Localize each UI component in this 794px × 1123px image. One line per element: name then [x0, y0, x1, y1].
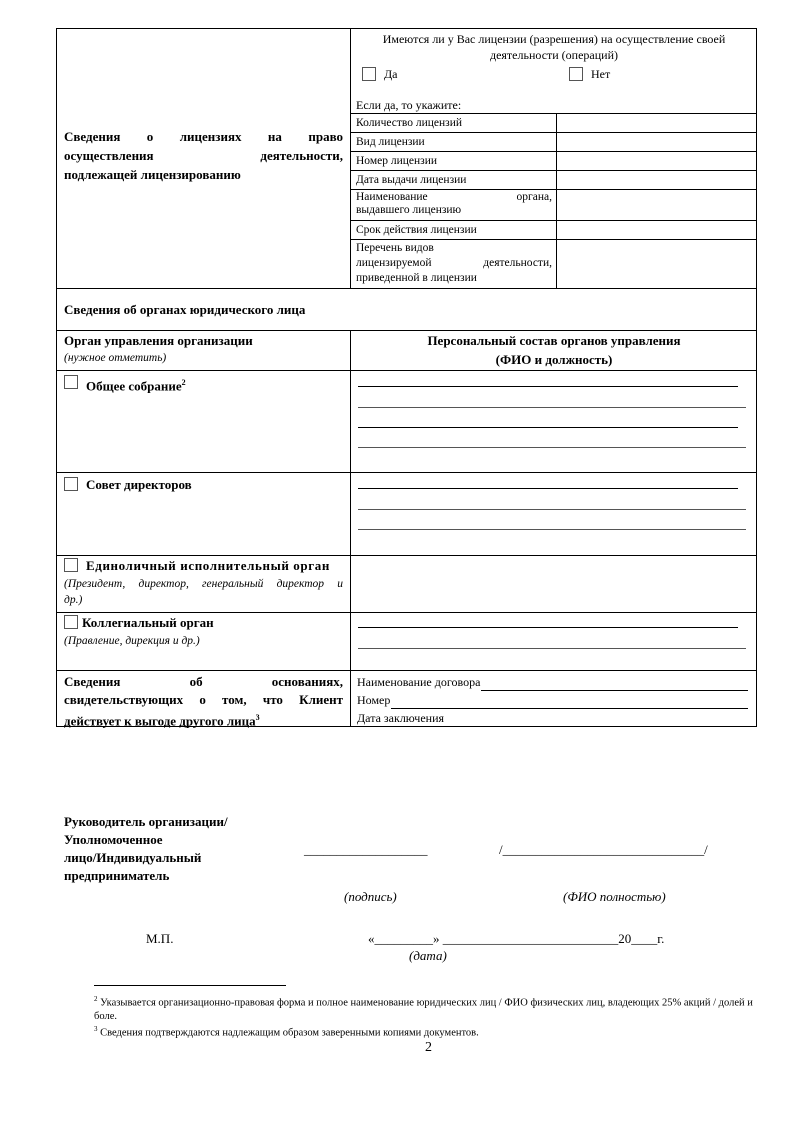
- beneficiary-label-line-3-wrap: [64, 709, 343, 730]
- page-number: 2: [425, 1040, 432, 1055]
- license-no-label: Нет: [591, 67, 611, 81]
- license-field-activities-line-1: Перечень видов: [356, 242, 434, 254]
- sole-exec-note-line-1: (Президент, директор, генеральный директор и: [64, 578, 343, 590]
- general-meeting-line-1[interactable]: [358, 386, 738, 387]
- date-line[interactable]: «_________» ___________________________20____г.: [368, 931, 665, 946]
- collegial-line-1[interactable]: [358, 627, 738, 628]
- beneficiary-label-line-2: свидетельствующих о том, что Клиент: [64, 692, 343, 707]
- sole-exec-label: Единоличный исполнительный орган: [86, 558, 330, 573]
- license-field-activities-label: [356, 241, 552, 286]
- license-field-activities-line-2: лицензируемой деятельности,: [356, 257, 552, 269]
- signature-role-line-2: Уполномоченное: [64, 832, 163, 847]
- organs-col1-title: Орган управления организации: [64, 333, 253, 348]
- general-meeting-footnote-ref: 2: [181, 378, 186, 387]
- collegial-label: Коллегиальный орган: [82, 615, 214, 630]
- board-line-3[interactable]: [358, 529, 746, 530]
- license-label-line-3: подлежащей лицензированию: [64, 167, 241, 182]
- footnote-2: [94, 993, 754, 1023]
- footnote-3-text: Сведения подтверждаются надлежащим образом заверенными копиями документов.: [100, 1027, 479, 1038]
- license-field-validity-label: Срок действия лицензии: [356, 224, 477, 236]
- license-yes-checkbox[interactable]: [362, 67, 376, 81]
- contract-name-input[interactable]: [481, 678, 748, 691]
- fio-blank[interactable]: /_______________________________/: [499, 842, 708, 857]
- general-meeting-text: Общее собрание: [86, 378, 182, 394]
- general-meeting-line-4[interactable]: [358, 447, 746, 448]
- contract-date-row: [357, 709, 748, 727]
- signature-caption: (подпись): [344, 889, 397, 904]
- organs-col2-title-line-2: (ФИО и должность): [495, 352, 613, 367]
- license-number-value[interactable]: [557, 152, 756, 170]
- general-meeting-line-3[interactable]: [358, 427, 738, 428]
- license-question: [352, 31, 756, 63]
- license-count-value[interactable]: [557, 114, 756, 132]
- signature-blank[interactable]: ___________________: [304, 842, 428, 857]
- signature-role-line-3: лицо/Индивидуальный: [64, 850, 202, 865]
- footnotes: [94, 993, 754, 1039]
- license-question-line-1: Имеются ли у Вас лицензии (разрешения) на осуществление своей: [382, 32, 726, 46]
- license-activities-value[interactable]: [557, 240, 756, 288]
- sole-exec-checkbox[interactable]: [64, 558, 78, 572]
- beneficiary-label: [64, 673, 343, 730]
- beneficiary-fields: [357, 673, 748, 727]
- license-field-count-label: Количество лицензий: [356, 117, 463, 129]
- beneficiary-footnote-ref: 3: [255, 713, 260, 722]
- organs-section-title: Сведения об органах юридического лица: [64, 302, 306, 317]
- contract-number-row: [357, 691, 748, 709]
- contract-name-label: Наименование договора: [357, 675, 481, 689]
- board-checkbox[interactable]: [64, 477, 78, 491]
- license-issuer-value[interactable]: [557, 190, 756, 220]
- license-field-activities-line-3: приведенной в лицензии: [356, 272, 477, 284]
- signature-role: [64, 813, 228, 885]
- license-field-issuer-line-1: Наименование органа,: [356, 191, 552, 203]
- date-caption: (дата): [409, 948, 447, 963]
- license-label: [64, 127, 343, 165]
- stamp-label: М.П.: [146, 931, 174, 946]
- contract-date-input[interactable]: [445, 714, 748, 727]
- contract-date-label: Дата заключения: [357, 711, 445, 725]
- sole-exec-note: [64, 576, 343, 608]
- organs-col2-title-line-1: Персональный состав органов управления: [427, 333, 681, 348]
- footnote-2-mark: 2: [94, 995, 98, 1003]
- signature-role-line-1: Руководитель организации/: [64, 814, 228, 829]
- beneficiary-label-line-3: действует к выгоде другого лица: [64, 713, 256, 729]
- footnote-3: [94, 1023, 754, 1040]
- license-field-number-label: Номер лицензии: [356, 155, 437, 167]
- license-type-value[interactable]: [557, 133, 756, 151]
- contract-number-input[interactable]: [391, 696, 748, 709]
- license-no-checkbox[interactable]: [569, 67, 583, 81]
- board-line-1[interactable]: [358, 488, 738, 489]
- collegial-note: (Правление, дирекция и др.): [64, 635, 200, 647]
- board-label: Совет директоров: [86, 477, 192, 492]
- general-meeting-checkbox[interactable]: [64, 375, 78, 389]
- fio-caption: (ФИО полностью): [563, 889, 666, 904]
- license-field-date-label: Дата выдачи лицензии: [356, 174, 467, 186]
- license-label-line-1: Сведения о лицензиях на право: [64, 129, 343, 144]
- beneficiary-label-line-1: Сведения об основаниях,: [64, 674, 343, 689]
- sole-exec-note-line-2: др.): [64, 594, 83, 606]
- license-label-line-2: осуществления деятельности,: [64, 148, 343, 163]
- board-line-2[interactable]: [358, 509, 746, 510]
- footnote-2-text: Указывается организационно-правовая форма и полное наименование юридических лиц / ФИО физических лиц, владеющих 25% акций / долей и боле.: [94, 997, 753, 1022]
- license-validity-value[interactable]: [557, 221, 756, 239]
- license-field-issuer-label: [356, 191, 552, 217]
- organs-col1-note: (нужное отметить): [64, 352, 167, 364]
- signature-role-line-4: предприниматель: [64, 868, 170, 883]
- license-date-value[interactable]: [557, 171, 756, 189]
- collegial-line-2[interactable]: [358, 648, 746, 649]
- footnote-3-mark: 3: [94, 1024, 98, 1033]
- license-if-yes: Если да, то укажите:: [356, 98, 462, 112]
- general-meeting-label: [86, 373, 186, 395]
- sole-exec-value[interactable]: [351, 556, 756, 612]
- collegial-checkbox[interactable]: [64, 615, 78, 629]
- footnote-separator: [94, 985, 286, 986]
- license-yes-label: Да: [384, 67, 398, 81]
- general-meeting-line-2[interactable]: [358, 407, 746, 408]
- license-question-line-2: деятельности (операций): [489, 48, 619, 62]
- license-field-type-label: Вид лицензии: [356, 136, 425, 148]
- license-field-issuer-line-2: выдавшего лицензию: [356, 204, 462, 216]
- contract-name-row: [357, 673, 748, 691]
- contract-number-label: Номер: [357, 693, 391, 707]
- organs-col2-title: [352, 331, 756, 369]
